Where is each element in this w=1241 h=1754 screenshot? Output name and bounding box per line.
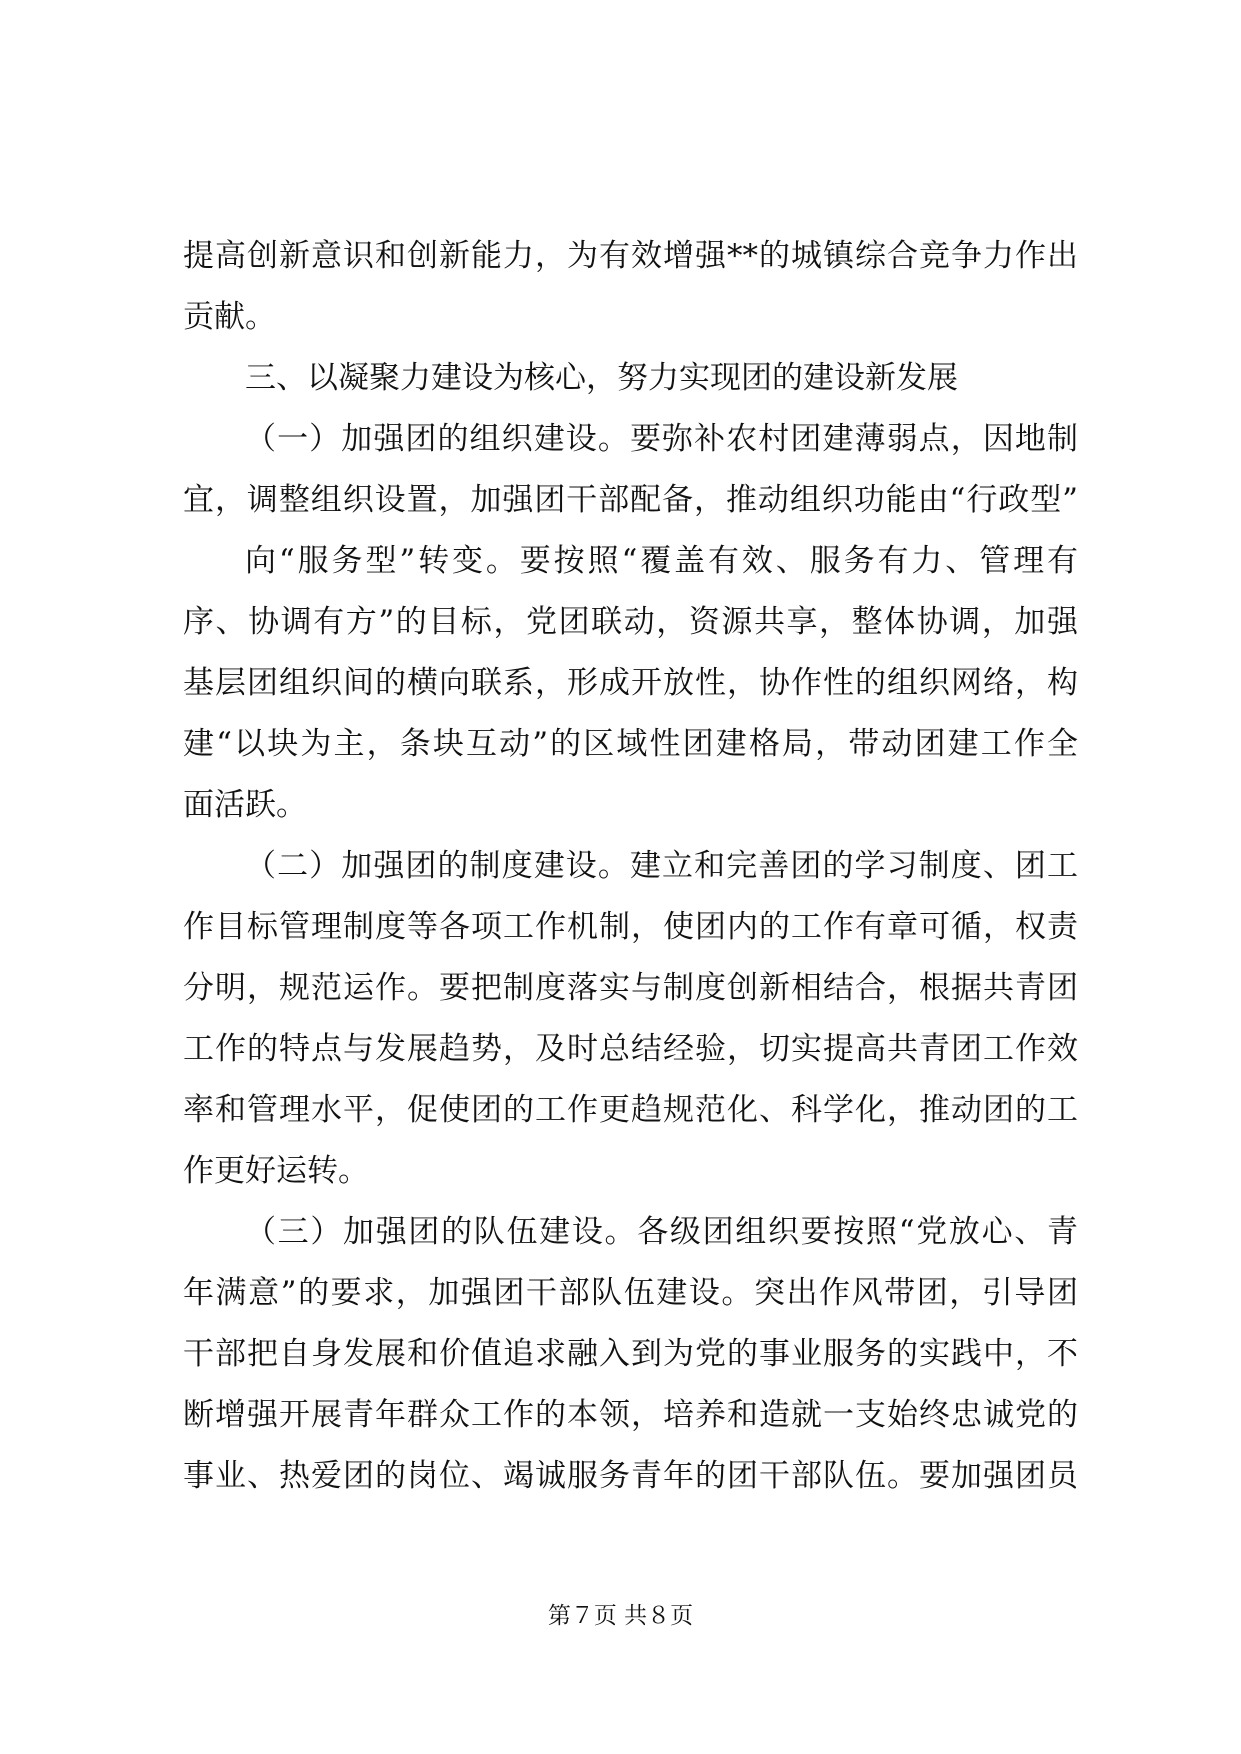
text-line: 作目标管理制度等各项工作机制，使团内的工作有章可循，权责 bbox=[183, 909, 1078, 945]
text-line: 基层团组织间的横向联系，形成开放性，协作性的组织网络，构 bbox=[183, 665, 1078, 701]
text-line: 分明，规范运作。要把制度落实与制度创新相结合，根据共青团 bbox=[183, 970, 1078, 1006]
text-line: 贡献。 bbox=[183, 299, 276, 335]
text-line: 提高创新意识和创新能力，为有效增强**的城镇综合竞争力作出 bbox=[183, 238, 1078, 274]
text-line: 事业、热爱团的岗位、竭诚服务青年的团干部队伍。要加强团员 bbox=[183, 1458, 1078, 1494]
text-line: 向“服务型”转变。要按照“覆盖有效、服务有力、管理有 bbox=[245, 543, 1078, 579]
text-line: 年满意”的要求，加强团干部队伍建设。突出作风带团，引导团 bbox=[183, 1275, 1078, 1311]
text-line: 序、协调有方”的目标，党团联动，资源共享，整体协调，加强 bbox=[183, 604, 1078, 640]
text-line: （一）加强团的组织建设。要弥补农村团建薄弱点，因地制 bbox=[245, 421, 1078, 457]
section-heading: 三、以凝聚力建设为核心，努力实现团的建设新发展 bbox=[245, 360, 958, 396]
text-line: 面活跃。 bbox=[183, 787, 307, 823]
text-line: （三）加强团的队伍建设。各级团组织要按照“党放心、青 bbox=[245, 1214, 1078, 1250]
text-line: 工作的特点与发展趋势，及时总结经验，切实提高共青团工作效 bbox=[183, 1031, 1078, 1067]
text-line: 断增强开展青年群众工作的本领，培养和造就一支始终忠诚党的 bbox=[183, 1397, 1078, 1433]
text-line: 率和管理水平，促使团的工作更趋规范化、科学化，推动团的工 bbox=[183, 1092, 1078, 1128]
text-line: （二）加强团的制度建设。建立和完善团的学习制度、团工 bbox=[245, 848, 1078, 884]
text-line: 建“以块为主，条块互动”的区域性团建格局，带动团建工作全 bbox=[183, 726, 1078, 762]
page-footer: 第７页 共８页 bbox=[547, 1603, 694, 1629]
document-body bbox=[183, 226, 1078, 1507]
text-line: 干部把自身发展和价值追求融入到为党的事业服务的实践中，不 bbox=[183, 1336, 1078, 1372]
text-line: 作更好运转。 bbox=[183, 1153, 369, 1189]
text-line: 宜，调整组织设置，加强团干部配备，推动组织功能由“行政型” bbox=[183, 482, 1078, 518]
